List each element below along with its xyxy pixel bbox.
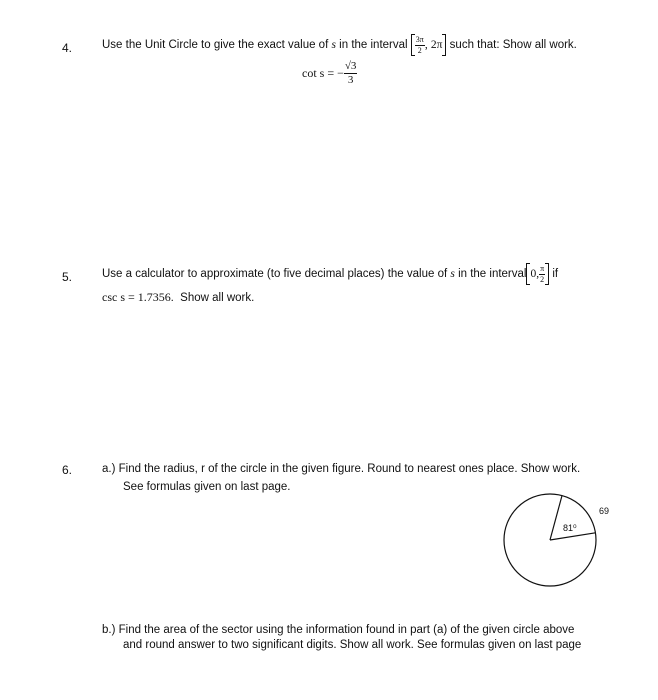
equation-num: √3 xyxy=(344,60,357,72)
problem-5-equation: csc s = 1.7356. xyxy=(102,290,174,304)
problem-6a-line1: a.) Find the radius, r of the circle in the given figure. Round to nearest ones place. Show work. xyxy=(102,463,581,475)
problem-5-text-mid: in the interval xyxy=(458,268,527,280)
interval-end: 2π xyxy=(430,39,443,51)
equation-sign: − xyxy=(337,66,344,80)
interval-end-den: 2 xyxy=(540,274,545,284)
problem-4-text-after: such that: Show all work. xyxy=(449,39,577,51)
interval-start: 0, xyxy=(530,268,540,280)
equation-den: 3 xyxy=(347,74,354,86)
arc-label: 69 xyxy=(599,506,610,516)
problem-6-number: 6. xyxy=(62,463,73,477)
interval-start-num: 3π xyxy=(415,34,424,44)
problem-4-number: 4. xyxy=(62,41,73,55)
angle-label: 81⁰ xyxy=(563,523,577,533)
circle-sector-figure xyxy=(495,490,625,590)
interval-end-num: π xyxy=(540,263,545,273)
equation-lhs: cot s = xyxy=(302,66,335,80)
problem-5-text-before: Use a calculator to approximate (to five decimal places) the value of xyxy=(102,268,448,280)
problem-6b-line1: b.) Find the area of the sector using the information found in part (a) of the given circle above xyxy=(102,624,575,636)
radius-line-2 xyxy=(550,533,595,540)
interval-start-den: 2 xyxy=(417,45,422,55)
problem-4-var: s xyxy=(331,39,336,51)
problem-4-text-mid: in the interval xyxy=(339,39,408,51)
problem-6b-line2: and round answer to two significant digits. Show all work. See formulas given on last page xyxy=(123,639,582,651)
problem-6a-line2: See formulas given on last page. xyxy=(123,481,291,493)
problem-4-statement xyxy=(102,34,577,56)
problem-5-statement xyxy=(102,263,558,285)
interval-right-bracket xyxy=(442,34,446,56)
radius-line-1 xyxy=(550,496,562,540)
problem-5-number: 5. xyxy=(62,270,73,284)
problem-4-equation xyxy=(302,61,357,86)
problem-4-text-before: Use the Unit Circle to give the exact value of xyxy=(102,39,329,51)
problem-5-var: s xyxy=(450,268,455,280)
interval-sep: , xyxy=(424,39,428,51)
interval-start-fraction xyxy=(415,36,425,55)
interval-right-bracket xyxy=(545,263,549,285)
equation-fraction xyxy=(344,61,358,86)
problem-5-line2 xyxy=(102,290,254,305)
problem-5-text-line2: Show all work. xyxy=(180,292,255,304)
problem-5-text-after: if xyxy=(552,268,559,280)
